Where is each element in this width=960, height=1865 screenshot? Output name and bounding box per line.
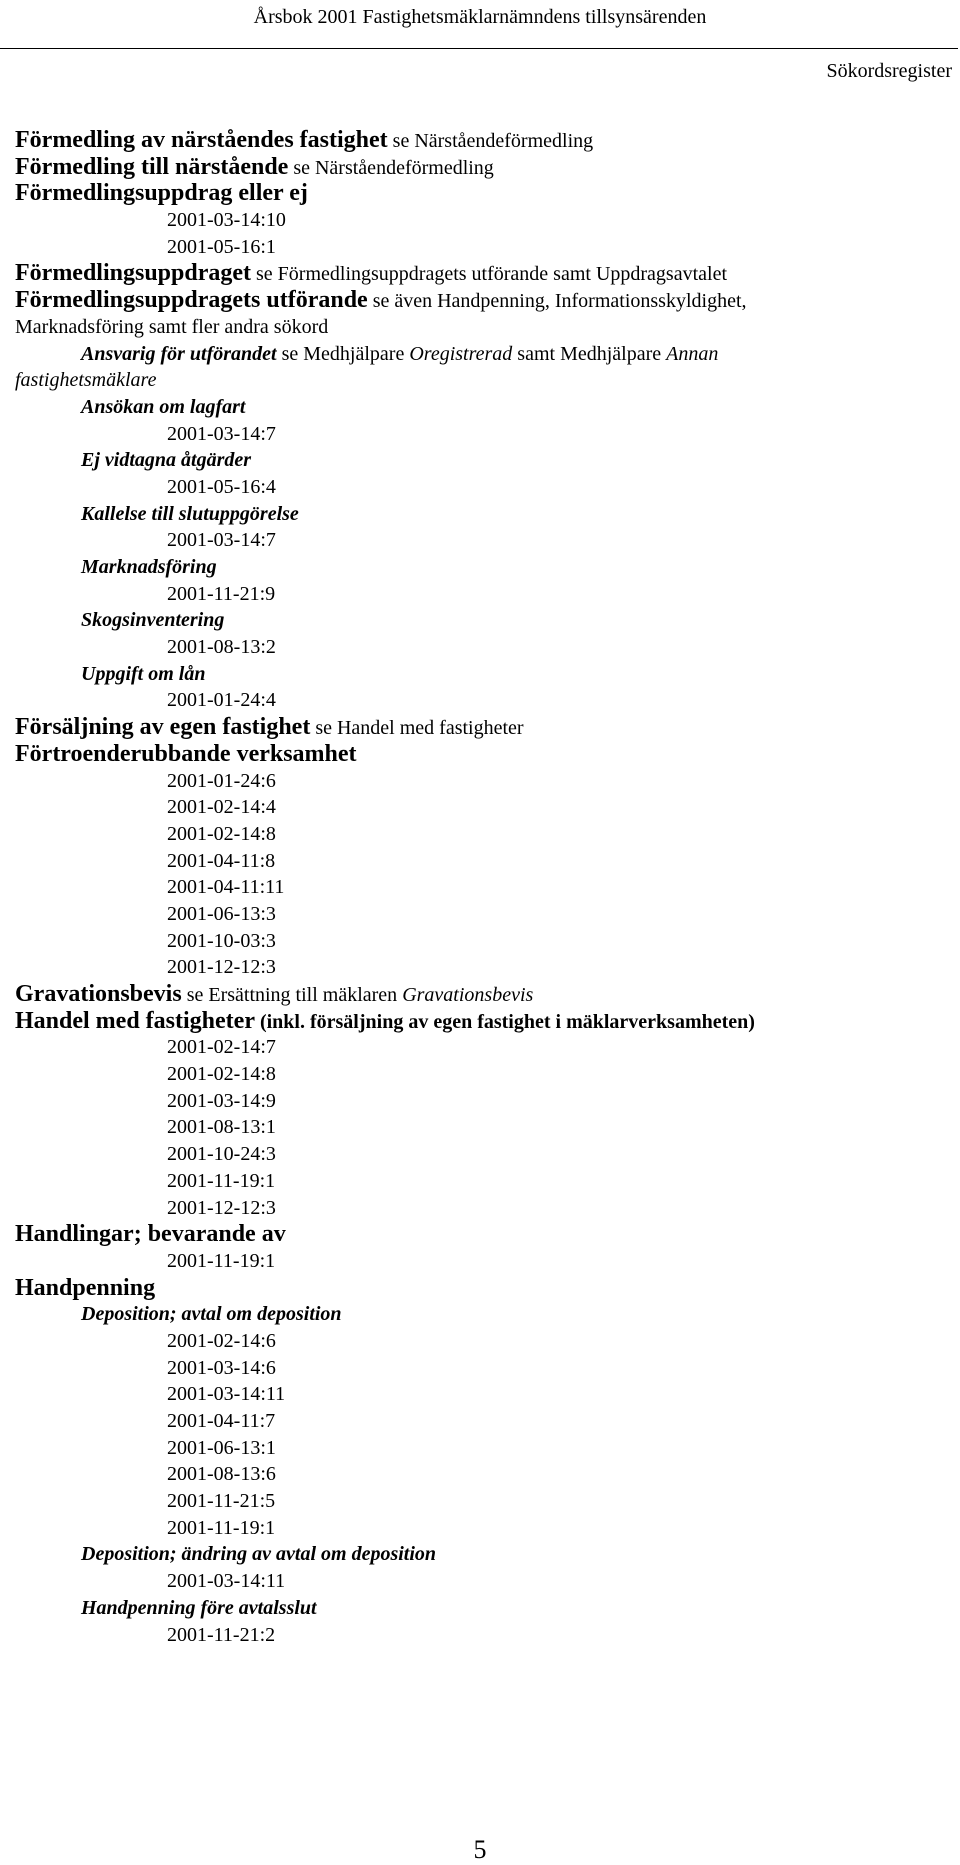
case-reference: 2001-02-14:6 <box>167 1329 276 1352</box>
case-reference: 2001-03-14:11 <box>167 1570 286 1593</box>
cross-reference-italic: Annan <box>666 342 719 365</box>
index-entry <box>15 1275 950 1302</box>
index-term: Handpenning <box>15 1274 156 1301</box>
index-term: Gravationsbevis <box>15 981 182 1007</box>
index-term: Förmedling av närståendes fastighet <box>15 127 388 153</box>
index-entry <box>15 981 950 1008</box>
index-entry <box>15 714 950 741</box>
index-content <box>15 127 950 1648</box>
index-term: Handlingar; bevarande av <box>15 1221 286 1248</box>
sub-term: Deposition; avtal om deposition <box>81 1303 342 1326</box>
cross-reference: se Närståendeförmedling <box>288 156 494 179</box>
case-reference: 2001-11-19:1 <box>167 1516 276 1539</box>
index-term: Förmedlingsuppdraget <box>15 260 252 287</box>
case-reference: 2001-05-16:1 <box>167 235 276 258</box>
case-reference: 2001-04-11:11 <box>167 876 285 899</box>
case-reference: 2001-10-24:3 <box>167 1143 276 1166</box>
cross-reference: se även Handpenning, Informationsskyldighet, <box>367 290 747 313</box>
case-reference: 2001-06-13:1 <box>167 1436 276 1459</box>
case-reference: 2001-04-11:7 <box>167 1410 276 1432</box>
case-reference: 2001-03-14:9 <box>167 1089 276 1112</box>
case-reference: 2001-12-12:3 <box>167 1196 276 1219</box>
index-entry <box>15 1221 950 1248</box>
sub-term: Uppgift om lån <box>81 662 206 685</box>
case-reference: 2001-03-14:11 <box>167 1383 286 1406</box>
index-term: Förmedling till närstående <box>15 153 289 180</box>
sub-term: Ej vidtagna åtgärder <box>81 449 252 472</box>
case-reference: 2001-11-21:2 <box>167 1623 276 1646</box>
case-reference: 2001-02-14:8 <box>167 1063 276 1086</box>
case-reference: 2001-03-14:6 <box>167 1356 276 1379</box>
index-entry <box>15 1008 950 1035</box>
case-reference: 2001-08-13:6 <box>167 1463 276 1486</box>
case-reference: 2001-01-24:4 <box>167 689 276 712</box>
page-number: 5 <box>473 1835 487 1864</box>
sub-term: Handpenning före avtalsslut <box>81 1596 317 1619</box>
sub-term: Ansökan om lagfart <box>81 395 246 418</box>
sub-term: Marknadsföring <box>81 556 217 578</box>
case-reference: 2001-03-14:10 <box>167 209 286 232</box>
index-entry <box>15 287 950 314</box>
cross-reference-continued: fastighetsmäklare <box>15 369 157 392</box>
index-term: Förmedlingsuppdragets utförande <box>15 287 368 314</box>
cross-reference-continued: Marknadsföring samt fler andra sökord <box>15 315 329 338</box>
case-reference: 2001-02-14:8 <box>167 822 276 845</box>
index-note: (inkl. försäljning av egen fastighet i mäklarverksamheten) <box>254 1010 755 1033</box>
case-reference: 2001-05-16:4 <box>167 475 276 498</box>
running-head: Årsbok 2001 Fastighetsmäklarnämndens tillsynsärenden <box>253 6 707 28</box>
sub-entry <box>15 341 950 368</box>
case-reference: 2001-02-14:7 <box>167 1036 276 1059</box>
index-entry <box>15 741 950 768</box>
cross-reference-italic: Gravationsbevis <box>402 984 534 1006</box>
cross-reference: se Närståendeförmedling <box>387 130 594 152</box>
cross-reference: se Ersättning till mäklaren <box>181 984 403 1006</box>
case-reference: 2001-11-19:1 <box>167 1249 276 1272</box>
case-reference: 2001-03-14:7 <box>167 422 276 445</box>
case-reference: 2001-08-13:1 <box>167 1116 276 1139</box>
index-term: Förmedlingsuppdrag eller ej <box>15 180 308 207</box>
case-reference: 2001-11-21:9 <box>167 582 276 605</box>
case-reference: 2001-06-13:3 <box>167 902 276 925</box>
index-entry <box>15 180 950 207</box>
case-reference: 2001-04-11:8 <box>167 849 276 872</box>
cross-reference-italic: Oregistrerad <box>409 342 513 365</box>
case-reference: 2001-11-21:5 <box>167 1490 276 1513</box>
case-reference: 2001-02-14:4 <box>167 796 276 819</box>
sub-term: Skogsinventering <box>81 609 225 632</box>
sub-term: Deposition; ändring av avtal om deposition <box>81 1543 437 1566</box>
section-label: Sökordsregister <box>826 60 952 82</box>
sub-term: Ansvarig för utförandet <box>81 342 277 365</box>
cross-reference: se Förmedlingsuppdragets utförande samt Uppdragsavtalet <box>251 263 728 286</box>
cross-reference: se Medhjälpare <box>276 342 410 365</box>
case-reference: 2001-08-13:2 <box>167 636 276 659</box>
case-reference: 2001-03-14:7 <box>167 529 276 552</box>
case-reference: 2001-12-12:3 <box>167 956 276 979</box>
sub-term: Kallelse till slutuppgörelse <box>81 502 299 525</box>
cross-reference: se Handel med fastigheter <box>310 717 524 740</box>
index-entry <box>15 260 950 287</box>
case-reference: 2001-10-03:3 <box>167 929 276 952</box>
index-term: Försäljning av egen fastighet <box>15 714 311 741</box>
cross-reference: samt Medhjälpare <box>512 342 667 365</box>
index-entry <box>15 154 950 181</box>
index-term: Förtroenderubbande verksamhet <box>15 740 357 767</box>
header-rule <box>0 48 958 49</box>
index-term: Handel med fastigheter <box>15 1007 255 1034</box>
index-entry <box>15 127 950 154</box>
case-reference: 2001-01-24:6 <box>167 769 276 792</box>
case-reference: 2001-11-19:1 <box>167 1169 276 1192</box>
